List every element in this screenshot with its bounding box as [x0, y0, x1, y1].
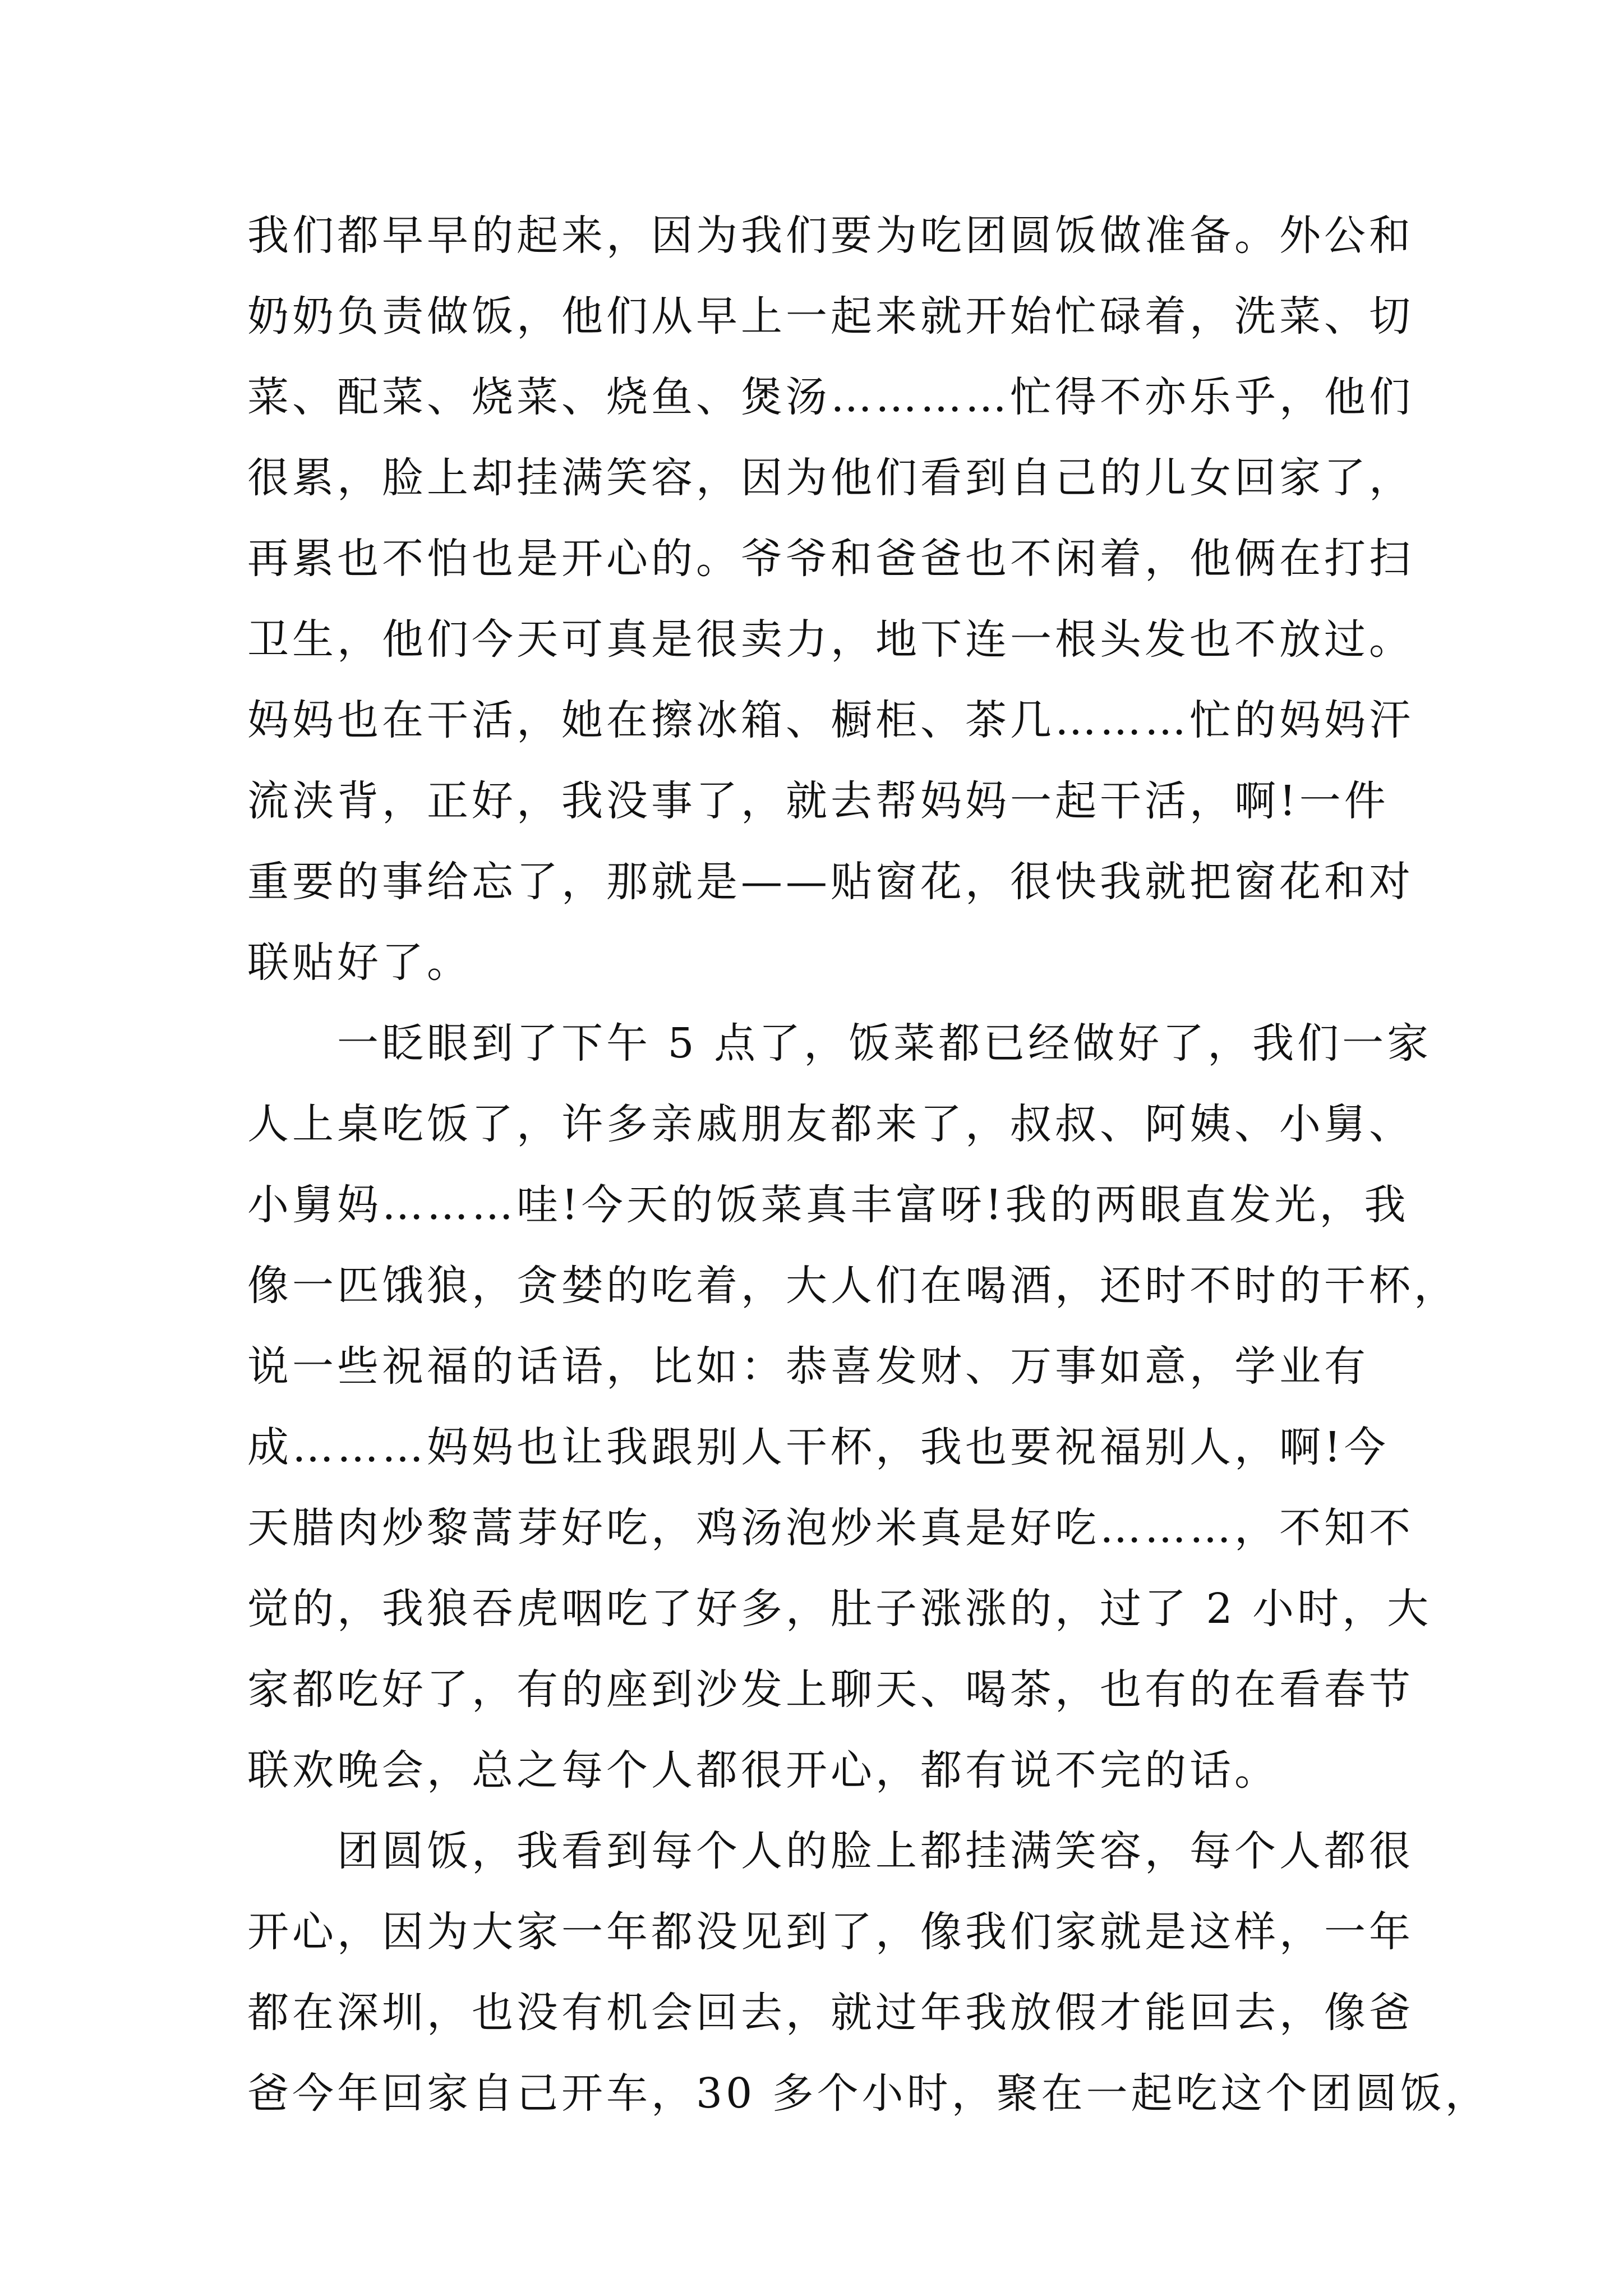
text-line: 一眨眼到了下午 5 点了，饭菜都已经做好了，我们一家	[337, 1019, 1432, 1068]
text-line: 流浃背，正好，我没事了，就去帮妈妈一起干活，啊!一件	[247, 777, 1389, 825]
text-line: 联贴好了。	[247, 938, 472, 987]
text-line: 重要的事给忘了，那就是——贴窗花，很快我就把窗花和对	[247, 858, 1414, 906]
text-line: 家都吃好了，有的座到沙发上聊天、喝茶，也有的在看春节	[247, 1665, 1414, 1714]
text-line: 都在深圳，也没有机会回去，就过年我放假才能回去，像爸	[247, 1989, 1414, 2037]
text-line: 像一匹饿狼，贪婪的吃着，大人们在喝酒，还时不时的干杯，	[247, 1262, 1459, 1310]
text-line: 开心，因为大家一年都没见到了，像我们家就是这样，一年	[247, 1908, 1414, 1956]
text-line: 说一些祝福的话语，比如：恭喜发财、万事如意，学业有	[247, 1342, 1369, 1391]
text-line: 小舅妈………哇!今天的饭菜真丰富呀!我的两眼直发光，我	[247, 1181, 1409, 1229]
text-line: 很累，脸上却挂满笑容，因为他们看到自己的儿女回家了，	[247, 454, 1414, 502]
text-line: 人上桌吃饭了，许多亲戚朋友都来了，叔叔、阿姨、小舅、	[247, 1100, 1414, 1148]
text-line: 再累也不怕也是开心的。爷爷和爸爸也不闲着，他俩在打扫	[247, 535, 1414, 583]
paragraph-1	[247, 195, 1414, 1003]
text-line: 卫生，他们今天可真是很卖力，地下连一根头发也不放过。	[247, 615, 1414, 664]
paragraph-3	[247, 1811, 1490, 2134]
text-line: 联欢晚会，总之每个人都很开心，都有说不完的话。	[247, 1746, 1279, 1795]
text-line: 成………妈妈也让我跟别人干杯，我也要祝福别人，啊!今	[247, 1423, 1389, 1471]
text-line: 觉的，我狼吞虎咽吃了好多，肚子涨涨的，过了 2 小时，大	[247, 1585, 1432, 1633]
document-body	[247, 195, 1490, 2134]
text-line: 妈妈也在干活，她在擦冰箱、橱柜、茶几………忙的妈妈汗	[247, 696, 1414, 744]
text-line: 爸今年回家自己开车，30 多个小时，聚在一起吃这个团圆饭，	[247, 2069, 1490, 2118]
text-line: 菜、配菜、烧菜、烧鱼、煲汤…………忙得不亦乐乎，他们	[247, 373, 1414, 421]
text-line: 天腊肉炒黎蒿芽好吃，鸡汤泡炒米真是好吃………，不知不	[247, 1504, 1414, 1552]
text-line: 团圆饭，我看到每个人的脸上都挂满笑容，每个人都很	[337, 1827, 1414, 1875]
text-line: 奶奶负责做饭，他们从早上一起来就开始忙碌着，洗菜、切	[247, 292, 1414, 341]
paragraph-2	[247, 1003, 1459, 1811]
text-line: 我们都早早的起来，因为我们要为吃团圆饭做准备。外公和	[247, 211, 1414, 260]
